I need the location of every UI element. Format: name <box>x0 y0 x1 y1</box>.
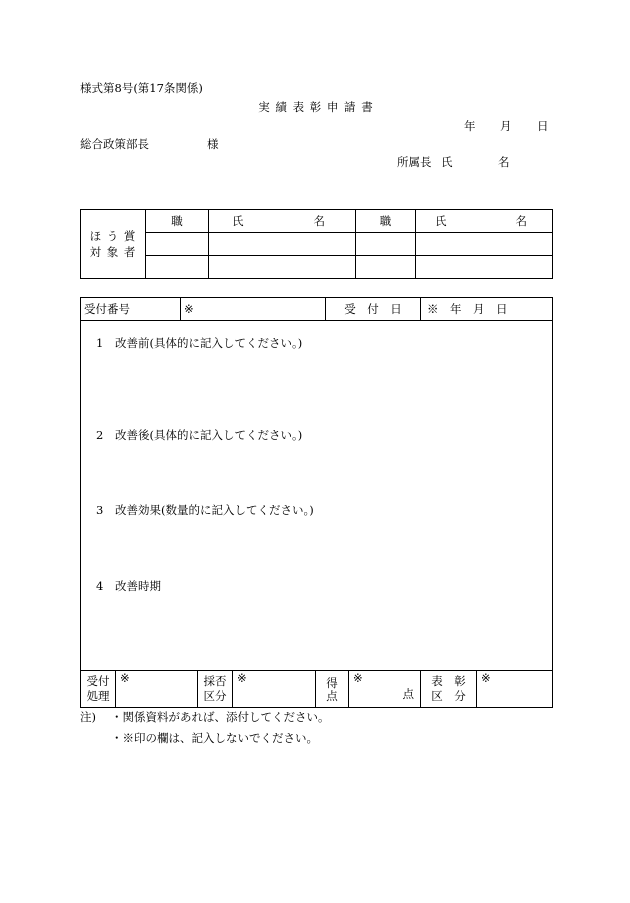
awardee-position-cell <box>355 232 416 256</box>
position-header-label: 職 <box>379 214 392 228</box>
processing-reception-label <box>80 670 116 708</box>
label-line: 受付 <box>86 674 110 688</box>
score-unit: 点 <box>402 687 414 701</box>
detail-number: 3 <box>96 503 104 517</box>
awardee-row-label-line2: 対 象 者 <box>89 245 137 259</box>
detail-item-timing <box>96 579 161 593</box>
awardee-row-label-line1: ほ う 賞 <box>89 229 137 243</box>
detail-text: 改善前(具体的に記入してください。) <box>115 336 303 350</box>
awardee-position-cell <box>355 255 416 279</box>
office-use-mark: ※ <box>353 671 363 685</box>
label-line: 採否 <box>203 674 227 688</box>
applicant-title: 所属長 <box>397 155 432 169</box>
applicant-name-label-last: 名 <box>498 155 510 169</box>
reception-number-label-cell <box>80 297 181 321</box>
processing-score-value <box>348 670 421 708</box>
reception-date-label-cell <box>325 297 421 321</box>
date-day-label: 日 <box>537 119 549 133</box>
applicant-name-label-first: 氏 <box>441 155 453 169</box>
reception-date-value: ※ 年 月 日 <box>427 302 508 316</box>
awardee-name-cell <box>208 255 356 279</box>
awardee-name-cell <box>415 232 553 256</box>
awardee-header-name-2 <box>415 209 553 233</box>
processing-reception-value <box>115 670 198 708</box>
name-header-last: 名 <box>515 214 527 228</box>
notes-prefix: 注) <box>80 710 96 724</box>
name-header-first: 氏 <box>435 214 447 228</box>
awardee-row-label <box>80 209 146 279</box>
document-title: 実 績 表 彰 申 請 書 <box>258 100 374 114</box>
form-number: 様式第8号(第17条関係) <box>80 81 203 95</box>
label-line: 得 <box>326 676 338 690</box>
addressee-name: 総合政策部長 <box>80 137 149 151</box>
reception-date-value-cell <box>420 297 553 321</box>
reception-date-label: 受 付 日 <box>344 302 402 316</box>
awardee-position-cell <box>145 232 209 256</box>
detail-text: 改善時期 <box>115 579 161 593</box>
awardee-header-position-2 <box>355 209 416 233</box>
awardee-name-cell <box>208 232 356 256</box>
detail-number: 1 <box>96 336 104 350</box>
name-header-last: 名 <box>313 214 325 228</box>
reception-number-value: ※ <box>184 302 194 316</box>
processing-adoption-label <box>197 670 233 708</box>
processing-award-label <box>420 670 477 708</box>
awardee-position-cell <box>145 255 209 279</box>
label-line: 区 分 <box>431 689 466 703</box>
office-use-mark: ※ <box>237 671 247 685</box>
detail-text: 改善効果(数量的に記入してください。) <box>115 503 314 517</box>
detail-item-before <box>96 336 302 350</box>
date-year-label: 年 <box>464 119 476 133</box>
addressee-honorific: 様 <box>207 137 219 151</box>
awardee-header-name-1 <box>208 209 356 233</box>
office-use-mark: ※ <box>120 671 130 685</box>
name-header-first: 氏 <box>232 214 244 228</box>
position-header-label: 職 <box>171 214 183 228</box>
processing-score-label <box>315 670 349 708</box>
date-month-label: 月 <box>500 119 512 133</box>
label-line: 点 <box>326 689 338 703</box>
processing-award-value <box>476 670 553 708</box>
application-table <box>80 297 553 708</box>
detail-item-effect <box>96 503 314 517</box>
improvement-details <box>80 320 553 671</box>
reception-number-value-cell <box>180 297 326 321</box>
detail-number: 2 <box>96 428 104 442</box>
reception-number-label: 受付番号 <box>84 302 130 316</box>
detail-number: 4 <box>96 579 104 593</box>
awardee-table <box>80 209 553 279</box>
detail-item-after <box>96 428 302 442</box>
processing-adoption-value <box>232 670 316 708</box>
detail-text: 改善後(具体的に記入してください。) <box>115 428 303 442</box>
awardee-header-position-1 <box>145 209 209 233</box>
label-line: 表 彰 <box>431 674 466 688</box>
awardee-name-cell <box>415 255 553 279</box>
note-item: ・関係資料があれば、添付してください。 <box>111 710 330 724</box>
office-use-mark: ※ <box>481 671 491 685</box>
label-line: 処理 <box>86 689 110 703</box>
label-line: 区分 <box>203 689 227 703</box>
note-item: ・※印の欄は、記入しないでください。 <box>111 731 318 745</box>
